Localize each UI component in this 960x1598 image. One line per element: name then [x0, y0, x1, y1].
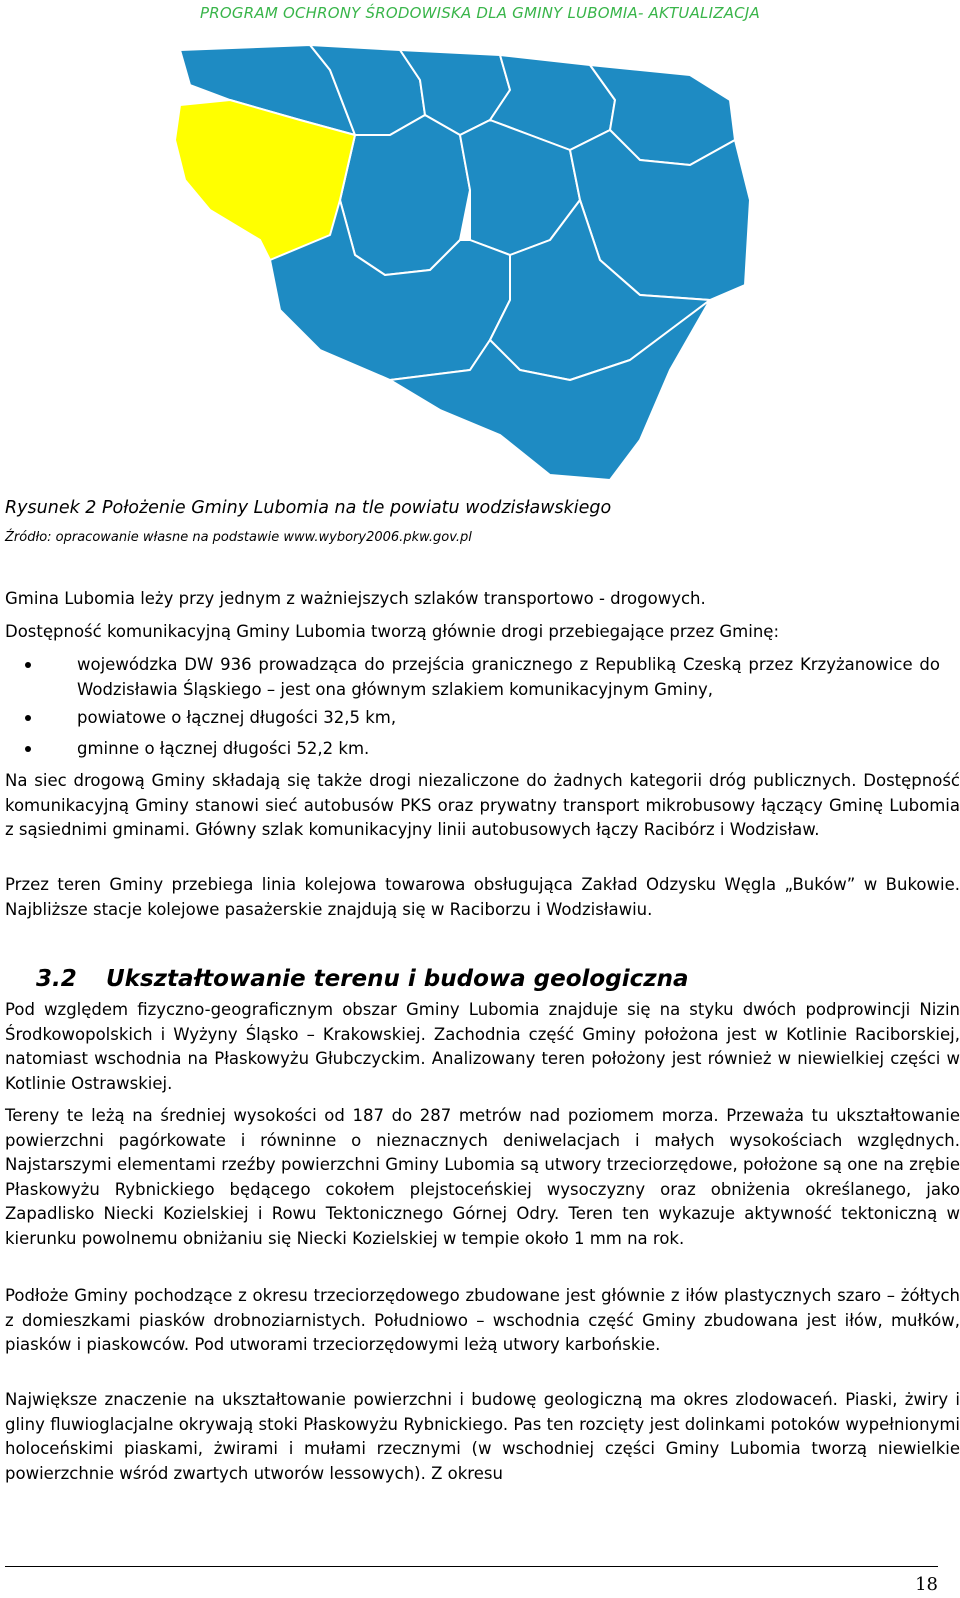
- paragraph-road-network: Na siec drogową Gminy składają się także drogi niezaliczone do żadnych kategorii dróg publicznych. Dostępność komunikacyjną Gminy stanowi sieć autobusów PKS oraz prywatny transport mikrobusowy łączący Gminę Lubomia z sąsiednimi gminami. Główny szlak komunikacyjny linii autobusowych łączy Racibórz i Wodzisław.: [5, 771, 960, 839]
- district-map: [170, 40, 770, 495]
- paragraph-geography: Pod względem fizyczno-geograficznym obszar Gminy Lubomia znajduje się na styku dwóch podprowincji Nizin Środkowopolskich i Wyżyny Śląsko – Krakowskiej. Zachodnia część Gminy położona jest w Kotlinie Raciborskiej, natomiast wschodnia na Płaskowyżu Głubczyckim. Analizowany teren położony jest również w niewielkiej części w Kotlinie Ostrawskiej.: [5, 1000, 960, 1093]
- map-region-shapes: [175, 45, 750, 480]
- section-title: Ukształtowanie terenu i budowa geologiczna: [106, 966, 689, 992]
- page-number: 18: [915, 1574, 938, 1595]
- paragraph-intro: Gmina Lubomia leży przy jednym z ważniejszych szlaków transportowo - drogowych.: [5, 589, 706, 608]
- bullet-icon: [25, 715, 31, 721]
- paragraph-terrain: Tereny te leżą na średniej wysokości od 187 do 287 metrów nad poziomem morza. Przeważa tu ukształtowanie powierzchni pagórkowate i równinne o nieznacznych deniwelacjach i małych wysokościach względnych. Najstarszymi elementami rzeźby powierzchni Gminy Lubomia są utwory trzeciorzędowe, położone są one na zrębie Płaskowyżu Rybnickiego będącego cokołem plejstoceńskiej wysoczyzny oraz obniżenia określanego, jako Zapadlisko Niecki Kozielskiej i Rowu Tektonicznego Górnej Odry. Teren ten wykazuje aktywność tektoniczną w kierunku powolnemu obniżaniu się Niecki Kozielskiej w tempie około 1 mm na rok.: [5, 1106, 960, 1248]
- list-item-text: gminne o łącznej długości 52,2 km.: [77, 739, 370, 758]
- section-heading: [36, 966, 689, 992]
- paragraph-railway: Przez teren Gminy przebiega linia kolejowa towarowa obsługująca Zakład Odzysku Węgla „Buków” w Bukowie. Najbliższe stacje kolejowe pasażerskie znajdują się w Raciborzu i Wodzisławiu.: [5, 875, 960, 919]
- list-item-text: powiatowe o łącznej długości 32,5 km,: [77, 708, 397, 727]
- figure-caption: Rysunek 2 Położenie Gminy Lubomia na tle powiatu wodzisławskiego: [5, 498, 612, 518]
- figure-source: Źródło: opracowanie własne na podstawie www.wybory2006.pkw.gov.pl: [5, 530, 472, 545]
- list-item-text: wojewódzka DW 936 prowadząca do przejścia granicznego z Republiką Czeską przez Krzyżanowice do Wodzisławia Śląskiego – jest ona głównym szlakiem komunikacyjnym Gminy,: [77, 655, 940, 699]
- paragraph-access: Dostępność komunikacyjną Gminy Lubomia tworzą głównie drogi przebiegające przez Gminę:: [5, 622, 780, 641]
- paragraph-substrate: Podłoże Gminy pochodzące z okresu trzeciorzędowego zbudowane jest głównie z iłów plastycznych szaro – żółtych z domieszkami piasków drobnoziarnistych. Południowo – wschodnia część Gminy zbudowana jest iłów, mułków, piasków i piaskowców. Pod utworami trzeciorzędowymi leżą utwory karbońskie.: [5, 1286, 960, 1354]
- paragraph-glaciation: Największe znaczenie na ukształtowanie powierzchni i budowę geologiczną ma okres zlodowaceń. Piaski, żwiry i gliny fluwioglacjalne okrywają stoki Płaskowyżu Rybnickiego. Pas ten rozcięty jest dolinkami potoków wypełnionymi holoceńskimi piaskami, żwirami i mułami rzecznymi (w wschodniej części Gminy Lubomia tworzą niewielkie powierzchnie wśród zwartych utworów lessowych). Z okresu: [5, 1390, 960, 1483]
- section-number: 3.2: [36, 966, 77, 992]
- bullet-icon: [25, 662, 31, 668]
- running-header: PROGRAM OCHRONY ŚRODOWISKA DLA GMINY LUBOMIA- AKTUALIZACJA: [200, 4, 760, 22]
- footer-divider: [5, 1566, 938, 1567]
- bullet-icon: [25, 746, 31, 752]
